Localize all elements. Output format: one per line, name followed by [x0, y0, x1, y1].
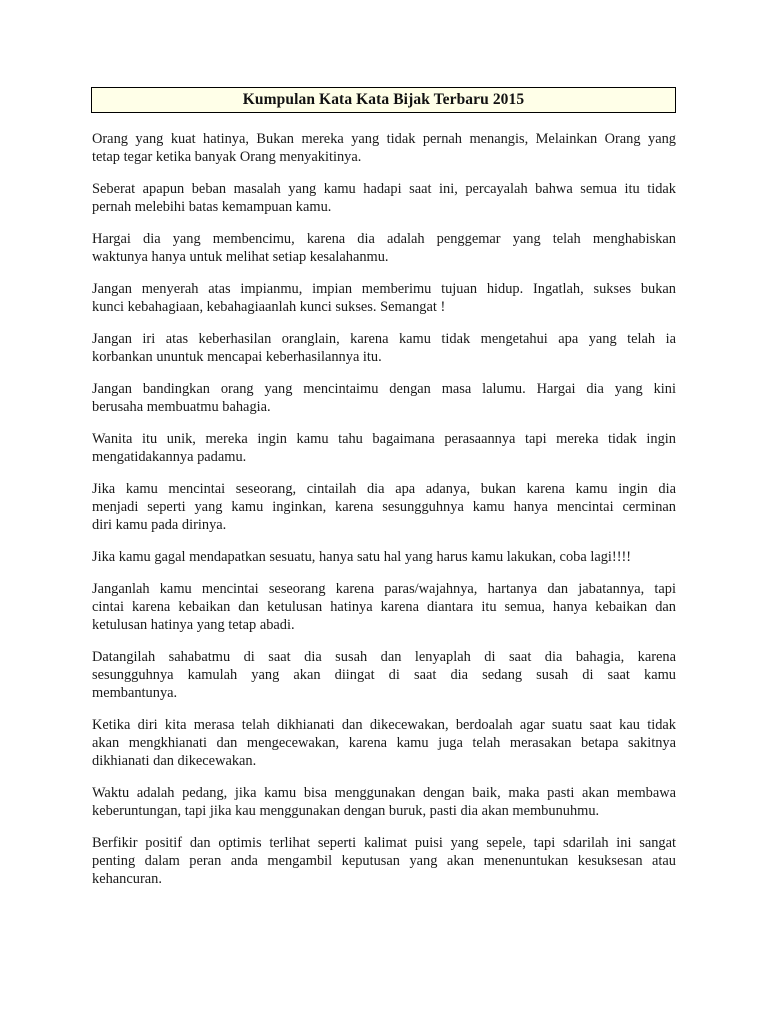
- title-box: [91, 87, 676, 113]
- paragraph: [92, 548, 676, 566]
- paragraph-line: Jangan bandingkan orang yang mencintaimu dengan masa lalumu. Hargai dia yang kini: [92, 381, 676, 397]
- paragraph-gap: [92, 216, 676, 230]
- paragraph-gap: [92, 416, 676, 430]
- paragraph-line: korbankan ununtuk mencapai keberhasilannya itu.: [92, 349, 382, 365]
- paragraph-line: Jangan iri atas keberhasilan oranglain, karena kamu tidak mengetahui apa yang telah ia: [92, 331, 676, 347]
- paragraph-line: diri kamu pada dirinya.: [92, 517, 227, 533]
- paragraph-gap: [92, 820, 676, 834]
- paragraph-gap: [92, 634, 676, 648]
- paragraph: [92, 430, 676, 466]
- paragraph-line: mengatidakannya padamu.: [92, 449, 247, 465]
- paragraph-line: tetap tegar ketika banyak Orang menyakitinya.: [92, 149, 362, 165]
- paragraph-line: Berfikir positif dan optimis terlihat seperti kalimat puisi yang sepele, tapi sdarilah ini sangat: [92, 835, 676, 851]
- paragraph-line: Ketika diri kita merasa telah dikhianati dan dikecewakan, berdoalah agar suatu saat kau tidak: [92, 717, 676, 733]
- paragraph: [92, 716, 676, 770]
- paragraph-gap: [92, 266, 676, 280]
- paragraph-line: kehancuran.: [92, 871, 162, 887]
- paragraph-line: cintai karena kebaikan dan ketulusan hatinya karena diantara itu semua, hanya kebaikan dan: [92, 599, 676, 615]
- paragraph-line: pernah melebihi batas kemampuan kamu.: [92, 199, 332, 215]
- paragraph-line: membantunya.: [92, 685, 178, 701]
- paragraph: [92, 834, 676, 888]
- paragraph-line: Jika kamu gagal mendapatkan sesuatu, hanya satu hal yang harus kamu lakukan, coba lagi!!!!: [92, 549, 632, 565]
- document-body: [92, 130, 676, 888]
- paragraph-line: keberuntungan, tapi jika kau menggunakan dengan buruk, pasti dia akan membunuhmu.: [92, 803, 600, 819]
- paragraph: [92, 580, 676, 634]
- paragraph-line: Jangan menyerah atas impianmu, impian memberimu tujuan hidup. Ingatlah, sukses bukan: [92, 281, 676, 297]
- paragraph: [92, 480, 676, 534]
- document-title: Kumpulan Kata Kata Bijak Terbaru 2015: [242, 91, 525, 108]
- paragraph-gap: [92, 466, 676, 480]
- paragraph: [92, 180, 676, 216]
- paragraph-gap: [92, 366, 676, 380]
- paragraph: [92, 330, 676, 366]
- paragraph-gap: [92, 316, 676, 330]
- paragraph-line: Janganlah kamu mencintai seseorang karena paras/wajahnya, hartanya dan jabatannya, tapi: [92, 581, 676, 597]
- paragraph-gap: [92, 534, 676, 548]
- paragraph-line: Seberat apapun beban masalah yang kamu hadapi saat ini, percayalah bahwa semua itu tidak: [92, 181, 676, 197]
- paragraph-line: Hargai dia yang membencimu, karena dia adalah penggemar yang telah menghabiskan: [92, 231, 676, 247]
- paragraph-line: sesungguhnya kamulah yang akan diingat di saat dia sedang susah di saat kamu: [92, 667, 676, 683]
- paragraph: [92, 280, 676, 316]
- paragraph-line: menjadi seperti yang kamu inginkan, karena sesungguhnya kamu hanya mencintai cerminan: [92, 499, 676, 515]
- paragraph-line: Datangilah sahabatmu di saat dia susah dan lenyaplah di saat dia bahagia, karena: [92, 649, 676, 665]
- paragraph-line: ketulusan hatinya yang tetap abadi.: [92, 617, 295, 633]
- paragraph-gap: [92, 166, 676, 180]
- paragraph-gap: [92, 566, 676, 580]
- paragraph-line: penting dalam peran anda mengambil keputusan yang akan menenuntukan kesuksesan atau: [92, 853, 676, 869]
- paragraph-line: Orang yang kuat hatinya, Bukan mereka yang tidak pernah menangis, Melainkan Orang yang: [92, 131, 676, 147]
- paragraph-gap: [92, 702, 676, 716]
- paragraph-line: Wanita itu unik, mereka ingin kamu tahu bagaimana perasaannya tapi mereka tidak ingin: [92, 431, 676, 447]
- paragraph: [92, 230, 676, 266]
- paragraph: [92, 380, 676, 416]
- paragraph-line: waktunya hanya untuk melihat setiap kesalahanmu.: [92, 249, 389, 265]
- paragraph-line: Jika kamu mencintai seseorang, cintailah dia apa adanya, bukan karena kamu ingin dia: [92, 481, 676, 497]
- paragraph: [92, 784, 676, 820]
- paragraph-gap: [92, 770, 676, 784]
- paragraph-line: kunci kebahagiaan, kebahagiaanlah kunci sukses. Semangat !: [92, 299, 446, 315]
- paragraph-line: akan mengkhianati dan mengecewakan, karena kamu juga telah merasakan betapa sakitnya: [92, 735, 676, 751]
- paragraph: [92, 130, 676, 166]
- paragraph-line: berusaha membuatmu bahagia.: [92, 399, 271, 415]
- paragraph: [92, 648, 676, 702]
- paragraph-line: Waktu adalah pedang, jika kamu bisa menggunakan dengan baik, maka pasti akan membawa: [92, 785, 676, 801]
- paragraph-line: dikhianati dan dikecewakan.: [92, 753, 257, 769]
